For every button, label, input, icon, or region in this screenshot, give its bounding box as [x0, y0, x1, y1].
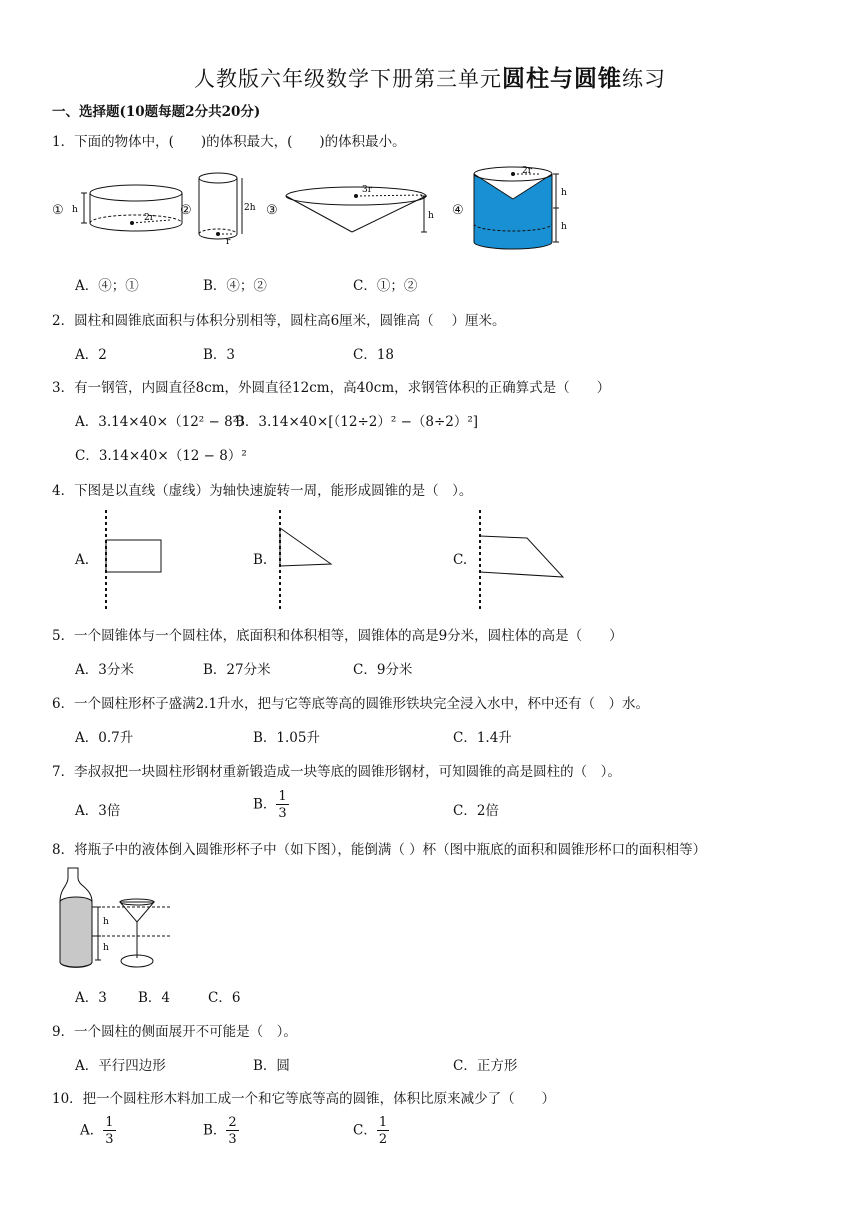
q5-option-c[interactable]: C．9分米	[353, 662, 413, 678]
figure-4-cylinder-cone	[470, 164, 580, 254]
q10-option-c-fraction	[377, 1116, 389, 1146]
q7-option-b[interactable]	[253, 790, 289, 820]
q10-option-a-prefix: A．	[80, 1122, 104, 1139]
q5-option-a[interactable]: A．3分米	[75, 662, 134, 678]
dim-3r: 3r	[362, 185, 373, 195]
fraction-numerator: 2	[228, 1115, 237, 1130]
dim-2r-4: 2r	[522, 166, 533, 176]
dim-2h: 2h	[244, 203, 256, 213]
q10-option-b-fraction	[226, 1116, 238, 1146]
q8-option-a[interactable]: A．3	[75, 990, 107, 1006]
q6-option-a[interactable]: A．0.7升	[75, 730, 134, 746]
dim-h-upper: h	[103, 917, 109, 927]
q9-option-a[interactable]: A．平行四边形	[75, 1058, 166, 1074]
q9-option-b[interactable]: B．圆	[253, 1058, 290, 1074]
question-5-stem: 5．一个圆锥体与一个圆柱体，底面积和体积相等，圆锥体的高是9分米，圆柱体的高是（ ）	[52, 628, 623, 644]
question-1-stem: 1．下面的物体中，( )的体积最大，( )的体积最小。	[52, 134, 406, 150]
q8-option-c[interactable]: C．6	[208, 990, 241, 1006]
dim-h-lower: h	[103, 943, 109, 953]
q1-option-c[interactable]: C．①；②	[353, 278, 418, 294]
q9-option-c[interactable]: C．正方形	[453, 1058, 518, 1074]
question-2-stem: 2．圆柱和圆锥底面积与体积分别相等，圆柱高6厘米，圆锥高（ ）厘米。	[52, 313, 506, 329]
blue-fill	[474, 174, 552, 249]
figure-3-cone	[284, 180, 454, 240]
dim-h-lower: h	[561, 222, 567, 232]
fraction-numerator: 1	[105, 1115, 114, 1130]
q2-option-a[interactable]: A．2	[75, 347, 107, 363]
figure-2-cylinder	[196, 170, 266, 248]
question-8-stem: 8．将瓶子中的液体倒入圆锥形杯子中（如下图），能倒满（ ）杯（图中瓶底的面积和圆锥形杯口的面积相等）	[52, 842, 707, 858]
q10-option-a-fraction	[103, 1116, 115, 1146]
title-prefix: 人教版六年级数学下册第三单元	[194, 67, 502, 91]
q4-option-a[interactable]: A.	[75, 552, 90, 568]
fraction-denominator: 2	[378, 1132, 388, 1147]
fraction-numerator: 1	[378, 1115, 388, 1130]
q7-option-b-prefix: B．	[253, 796, 277, 813]
q3-option-c[interactable]: C．3.14×40×（12 − 8）²	[75, 448, 247, 464]
figure-4-label: ④	[452, 203, 464, 218]
q4-figure-a-rectangle	[100, 508, 170, 612]
q4-option-c[interactable]: C.	[453, 552, 468, 568]
fraction-denominator: 3	[105, 1132, 114, 1147]
q10-option-c-prefix: C．	[353, 1122, 377, 1139]
q4-figure-b-triangle	[274, 508, 344, 612]
q3-option-a[interactable]: A．3.14×40×（12² − 8²）	[75, 414, 252, 430]
dim-r: r	[226, 237, 231, 247]
q10-option-b[interactable]	[203, 1116, 239, 1146]
q1-option-a[interactable]: A．④；①	[75, 278, 139, 294]
q8-option-b[interactable]: B．4	[138, 990, 171, 1006]
q4-option-b[interactable]: B.	[253, 552, 268, 568]
dim-2r: 2r	[144, 213, 155, 223]
figure-3-label: ③	[266, 203, 278, 218]
q8-bottle-and-cone-cup-figure	[54, 864, 174, 974]
q7-option-b-fraction	[276, 790, 288, 820]
question-10-stem: 10．把一个圆柱形木料加工成一个和它等底等高的圆锥，体积比原来减少了（ ）	[52, 1091, 556, 1107]
title-suffix: 练习	[622, 67, 666, 91]
figure-1-label: ①	[52, 203, 64, 218]
dim-h: h	[72, 205, 78, 215]
q6-option-b[interactable]: B．1.05升	[253, 730, 320, 746]
q10-option-a[interactable]	[80, 1116, 116, 1146]
title-bold: 圆柱与圆锥	[502, 65, 622, 92]
question-6-stem: 6．一个圆柱形杯子盛满2.1升水，把与它等底等高的圆锥形铁块完全浸入水中，杯中还有（ ）水。	[52, 696, 650, 712]
question-9-stem: 9．一个圆柱的侧面展开不可能是（ ）。	[52, 1024, 297, 1040]
q2-option-c[interactable]: C．18	[353, 347, 395, 363]
section-heading: 一、选择题(10题每题2分共20分)	[52, 104, 261, 120]
question-7-stem: 7．李叔叔把一块圆柱形钢材重新锻造成一块等底的圆锥形钢材，可知圆锥的高是圆柱的（ ）。	[52, 764, 621, 780]
page-title	[0, 60, 860, 93]
figure-1-cylinder	[70, 180, 180, 242]
fraction-denominator: 3	[278, 806, 287, 821]
q5-option-b[interactable]: B．27分米	[203, 662, 271, 678]
dim-h-upper: h	[561, 188, 567, 198]
fraction-numerator: 1	[278, 789, 287, 804]
question-3-stem: 3．有一钢管，内圆直径8cm，外圆直径12cm，高40cm，求钢管体积的正确算式是（ ）	[52, 380, 611, 396]
fraction-denominator: 3	[228, 1132, 237, 1147]
q4-figure-c-trapezoid	[474, 508, 574, 612]
q2-option-b[interactable]: B．3	[203, 347, 236, 363]
q7-option-c[interactable]: C．2倍	[453, 803, 499, 819]
q7-option-a[interactable]: A．3倍	[75, 803, 121, 819]
q10-option-b-prefix: B．	[203, 1122, 227, 1139]
figure-2-label: ②	[180, 203, 192, 218]
q3-option-b[interactable]: B．3.14×40×[（12÷2）² −（8÷2）²]	[235, 414, 479, 430]
q1-option-b[interactable]: B．④；②	[203, 278, 267, 294]
dim-h-cone: h	[428, 211, 434, 221]
q10-option-c[interactable]	[353, 1116, 389, 1146]
q6-option-c[interactable]: C．1.4升	[453, 730, 512, 746]
question-4-stem: 4．下图是以直线（虚线）为轴快速旋转一周，能形成圆锥的是（ ）。	[52, 483, 473, 499]
